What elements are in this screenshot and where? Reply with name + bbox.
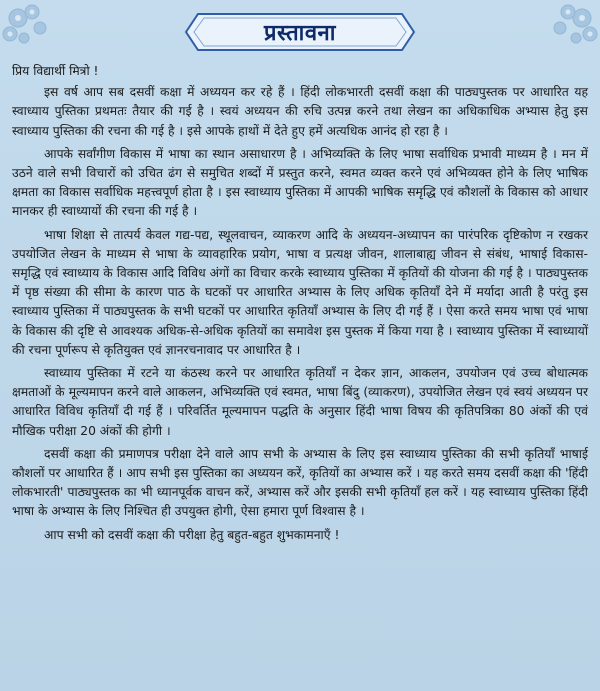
paragraph: भाषा शिक्षा से तात्पर्य केवल गद्य-पद्य, स्थूलवाचन, व्याकरण आदि के अध्ययन-अध्यापन का पारंपरिक दृष्टिकोण न रखकर उपयोजित लेखन के माध्यम से भाषा के व्यावहारिक प्रयोग, भाषा व प्रत्यक्ष जीवन, शालाबाह्य जीवन से संबंध, भाषाई विकास-समृद्धि एवं स्वाध्याय के विकास आदि विविध अंगों का विचार करके स्वाध्याय पुस्तिका में कृतियों की योजना की गई है । पाठ्यपुस्तक में पृष्ठ संख्या की सीमा के कारण पाठ के घटकों पर आधारित अभ्यास के लिए अधिक कृतियाँ देने में मर्यादा आती है परंतु इस स्वाध्याय पुस्तिका में पाठ्यपुस्तक के सभी घटकों पर आधारित कृतियाँ अभ्यास के लिए दी गई हैं । ऐसा करते समय भाषा एवं भाषा के विकास की दृष्टि से आवश्यक अधिक-से-अधिक कृतियों का समावेश इस पुस्तक में किया गया है । स्वाध्याय पुस्तिका में स्वाध्यायों की रचना पूर्णरूप से कृतियुक्त एवं ज्ञानरचनावाद पर आधारित है । bbox=[12, 227, 588, 357]
paragraph: इस वर्ष आप सब दसवीं कक्षा में अध्ययन कर रहे हैं । हिंदी लोकभारती दसवीं कक्षा की पाठ्यपुस्तक पर आधारित यह स्वाध्याय पुस्तिका प्रथमतः तैयार की गई है । स्वयं अध्ययन की रुचि उत्पन्न करने तथा लेखन का अधिकाधिक अभ्यास हेतु इस स्वाध्याय पुस्तिका की रचना की गई है । इसे आपके हाथों में देते हुए हमें अत्यधिक आनंद हो रहा है । bbox=[12, 85, 588, 138]
paragraph: दसवीं कक्षा की प्रमाणपत्र परीक्षा देने वाले आप सभी के अभ्यास के लिए इस स्वाध्याय पुस्तिका की सभी कृतियाँ भाषाई कौशलों पर आधारित हैं । आप सभी इस पुस्तिका का अध्ययन करें, कृतियों का अभ्यास करें । यह करते समय दसवीं कक्षा की 'हिंदी लोकभारती' पाठ्यपुस्तक का भी ध्यानपूर्वक वाचन करें, अभ्यास करें और इसकी सभी कृतियाँ हल करें । यह स्वाध्याय पुस्तिका हिंदी भाषा के अभ्यास के लिए निश्चित ही उपयुक्त होगी, ऐसा हमारा पूर्ण विश्वास है । bbox=[12, 446, 588, 519]
title-banner bbox=[180, 8, 420, 56]
flower-ornament-icon bbox=[530, 0, 600, 55]
preface-body bbox=[12, 62, 588, 545]
salutation: प्रिय विद्यार्थी मित्रो ! bbox=[12, 64, 99, 78]
paragraph: आपके सर्वांगीण विकास में भाषा का स्थान असाधारण है । अभिव्यक्ति के लिए भाषा सर्वाधिक प्रभावी माध्यम है । मन में उठने वाले सभी विचारों को उचित ढंग से समुचित शब्दों में प्रस्तुत करने, स्वमत व्यक्त करने एवं अभिव्यक्त होने के लिए भाषिक क्षमता का विकास सर्वाधिक महत्त्वपूर्ण होता है । इस स्वाध्याय पुस्तिका में आपकी भाषिक समृद्धि एवं कौशलों के विकास को आधार मानकर ही स्वाध्यायों की रचना की गई है । bbox=[12, 146, 588, 219]
paragraph: स्वाध्याय पुस्तिका में रटने या कंठस्थ करने पर आधारित कृतियाँ न देकर ज्ञान, आकलन, उपयोजन एवं उच्च बोधात्मक क्षमताओं के मूल्यमापन करने वाले आकलन, अभिव्यक्ति एवं स्वमत, भाषा बिंदु (व्याकरण), उपयोजित लेखन एवं स्वयं अध्ययन पर आधारित विविध कृतियाँ दी गई हैं । परिवर्तित मूल्यमापन पद्धति के अनुसार हिंदी भाषा विषय की कृतिपत्रिका 80 अंकों की एवं मौखिक परीक्षा 20 अंकों की होगी । bbox=[12, 366, 588, 438]
flower-ornament-icon bbox=[0, 0, 70, 55]
page-title: प्रस्तावना bbox=[264, 21, 336, 46]
closing-wishes: आप सभी को दसवीं कक्षा की परीक्षा हेतु बहुत-बहुत शुभकामनाएँ ! bbox=[44, 527, 340, 542]
